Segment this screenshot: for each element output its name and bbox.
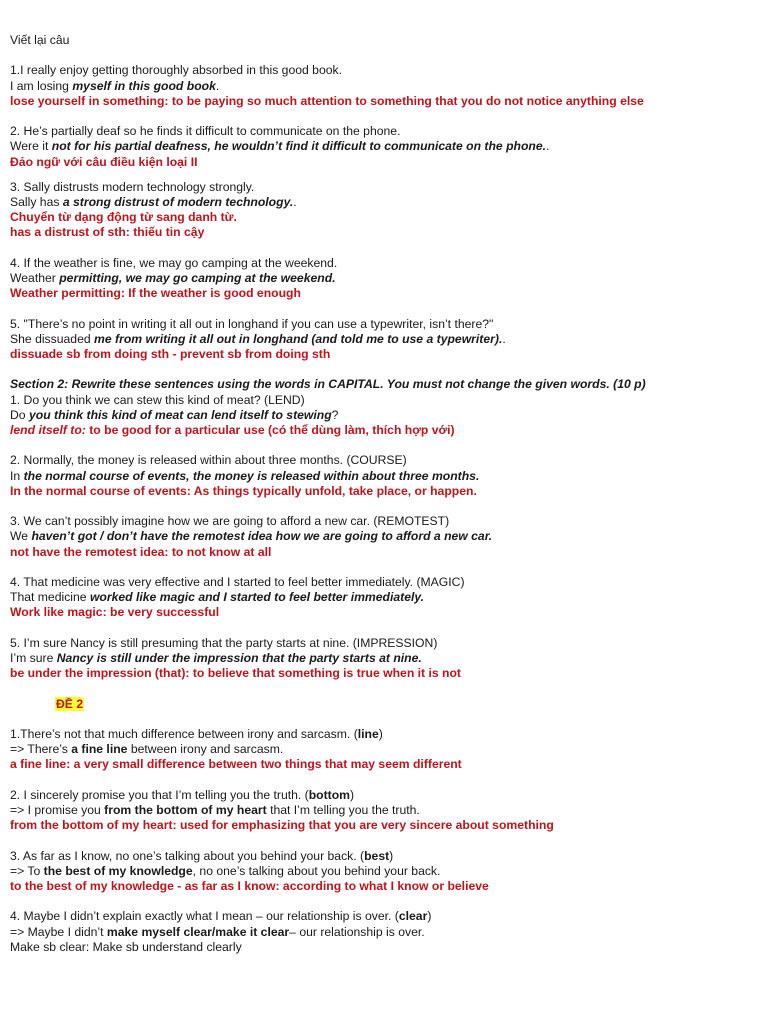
page-title: Viết lại câu: [10, 33, 70, 47]
explanation-note: Make sb clear: Make sb understand clearly: [10, 939, 242, 954]
answer-text: haven’t got / don’t have the remotest idea how we are going to afford a new car.: [31, 529, 493, 544]
explanation-note: Đảo ngữ với câu điều kiện loại II: [10, 154, 198, 169]
question-text: 1.I really enjoy getting thoroughly absorbed in this good book.: [10, 63, 342, 78]
answer-line: Sally has a strong distrust of modern technology..: [10, 195, 297, 209]
explanation-note: Chuyển từ dạng động từ sang danh từ.: [10, 210, 237, 225]
answer-text: a fine line: [71, 742, 128, 757]
explanation-note: a fine line: a very small difference between two things that may seem different: [10, 757, 462, 772]
answer-text: you think this kind of meat can lend itself to stewing: [28, 407, 332, 422]
question-text: 4. If the weather is fine, we may go camping at the weekend.: [10, 255, 338, 270]
answer-line: => I promise you from the bottom of my heart that I’m telling you the truth.: [10, 802, 420, 817]
question-text: 2. Normally, the money is released within about three months. (COURSE): [10, 453, 407, 468]
question-text: 4. That medicine was very effective and I started to feel better immediately. (MAGIC): [10, 574, 465, 589]
explanation-note: lend itself to: to be good for a particular use (có thể dùng làm, thích hợp với): [10, 423, 455, 437]
answer-line: => There’s a fine line between irony and sarcasm.: [10, 742, 284, 757]
answer-line: Weather permitting, we may go camping at the weekend.: [10, 271, 336, 285]
explanation-note: not have the remotest idea: to not know at all: [10, 544, 272, 559]
question-text: 3. As far as I know, no one’s talking about you behind your back. (best): [10, 848, 394, 863]
explanation-note: Work like magic: be very successful: [10, 605, 220, 620]
explanation-note: dissuade sb from doing sth - prevent sb from doing sth: [10, 347, 331, 361]
question-text: 3. We can’t possibly imagine how we are going to afford a new car. (REMOTEST): [10, 514, 450, 529]
explanation-note: be under the impression (that): to believe that something is true when it is not: [10, 666, 461, 681]
answer-line: We haven’t got / don’t have the remotest idea how we are going to afford a new car.: [10, 529, 493, 544]
answer-text: the best of my knowledge: [43, 863, 193, 878]
explanation-note: In the normal course of events: As things typically unfold, take place, or happen.: [10, 483, 477, 498]
explanation-note: has a distrust of sth: thiếu tin cậy: [10, 225, 205, 240]
question-text: 1. Do you think we can stew this kind of meat? (LEND): [10, 392, 305, 407]
answer-line: => Maybe I didn’t make myself clear/make it clear– our relationship is over.: [10, 924, 425, 939]
answer-line: In the normal course of events, the money is released within about three months.: [10, 468, 480, 483]
explanation-note: to the best of my knowledge - as far as I know: according to what I know or believe: [10, 878, 489, 893]
question-text: 1.There’s not that much difference between irony and sarcasm. (line): [10, 726, 383, 741]
answer-text: a strong distrust of modern technology.: [62, 195, 294, 209]
question-text: 2. I sincerely promise you that I’m telling you the truth. (bottom): [10, 787, 355, 802]
explanation-note: Weather permitting: If the weather is good enough: [10, 286, 301, 301]
question-text: 5. "There’s no point in writing it all out in longhand if you can use a typewriter, isn’t there?": [10, 316, 494, 331]
explanation-note: lose yourself in something: to be paying so much attention to something that you do not notice anything else: [10, 93, 644, 108]
answer-line: I am losing myself in this good book.: [10, 78, 220, 93]
answer-text: myself in this good book: [72, 78, 216, 93]
answer-line: She dissuaded me from writing it all out in longhand (and told me to use a typewriter)..: [10, 331, 506, 346]
answer-line: Do you think this kind of meat can lend itself to stewing?: [10, 407, 339, 422]
answer-text: the normal course of events, the money is released within about three months.: [23, 468, 480, 483]
answer-line: That medicine worked like magic and I started to feel better immediately.: [10, 590, 425, 605]
answer-text: make myself clear/make it clear: [106, 924, 290, 939]
answer-text: worked like magic and I started to feel better immediately.: [89, 590, 425, 605]
answer-text: me from writing it all out in longhand (and told me to use a typewriter).: [94, 331, 503, 346]
answer-line: => To the best of my knowledge, no one’s talking about you behind your back.: [10, 863, 441, 878]
answer-text: not for his partial deafness, he wouldn’t find it difficult to communicate on the phone.: [51, 139, 547, 154]
question-text: 4. Maybe I didn’t explain exactly what I mean – our relationship is over. (clear): [10, 909, 432, 924]
exam-label: ĐỀ 2: [56, 696, 84, 711]
answer-text: Nancy is still under the impression that the party starts at nine.: [56, 650, 422, 665]
explanation-note: from the bottom of my heart: used for emphasizing that you are very sincere about something: [10, 818, 554, 833]
section-heading: Section 2: Rewrite these sentences using the words in CAPITAL. You must not change the given words. (10 p): [10, 377, 646, 392]
question-text: 5. I’m sure Nancy is still presuming that the party starts at nine. (IMPRESSION): [10, 635, 438, 650]
answer-line: I’m sure Nancy is still under the impression that the party starts at nine.: [10, 650, 422, 665]
question-text: 3. Sally distrusts modern technology strongly.: [10, 179, 255, 194]
answer-line: Were it not for his partial deafness, he wouldn’t find it difficult to communicate on the phone..: [10, 139, 550, 154]
question-text: 2. He’s partially deaf so he finds it difficult to communicate on the phone.: [10, 124, 401, 139]
answer-text: permitting, we may go camping at the weekend.: [59, 271, 336, 285]
answer-text: from the bottom of my heart: [104, 802, 267, 817]
